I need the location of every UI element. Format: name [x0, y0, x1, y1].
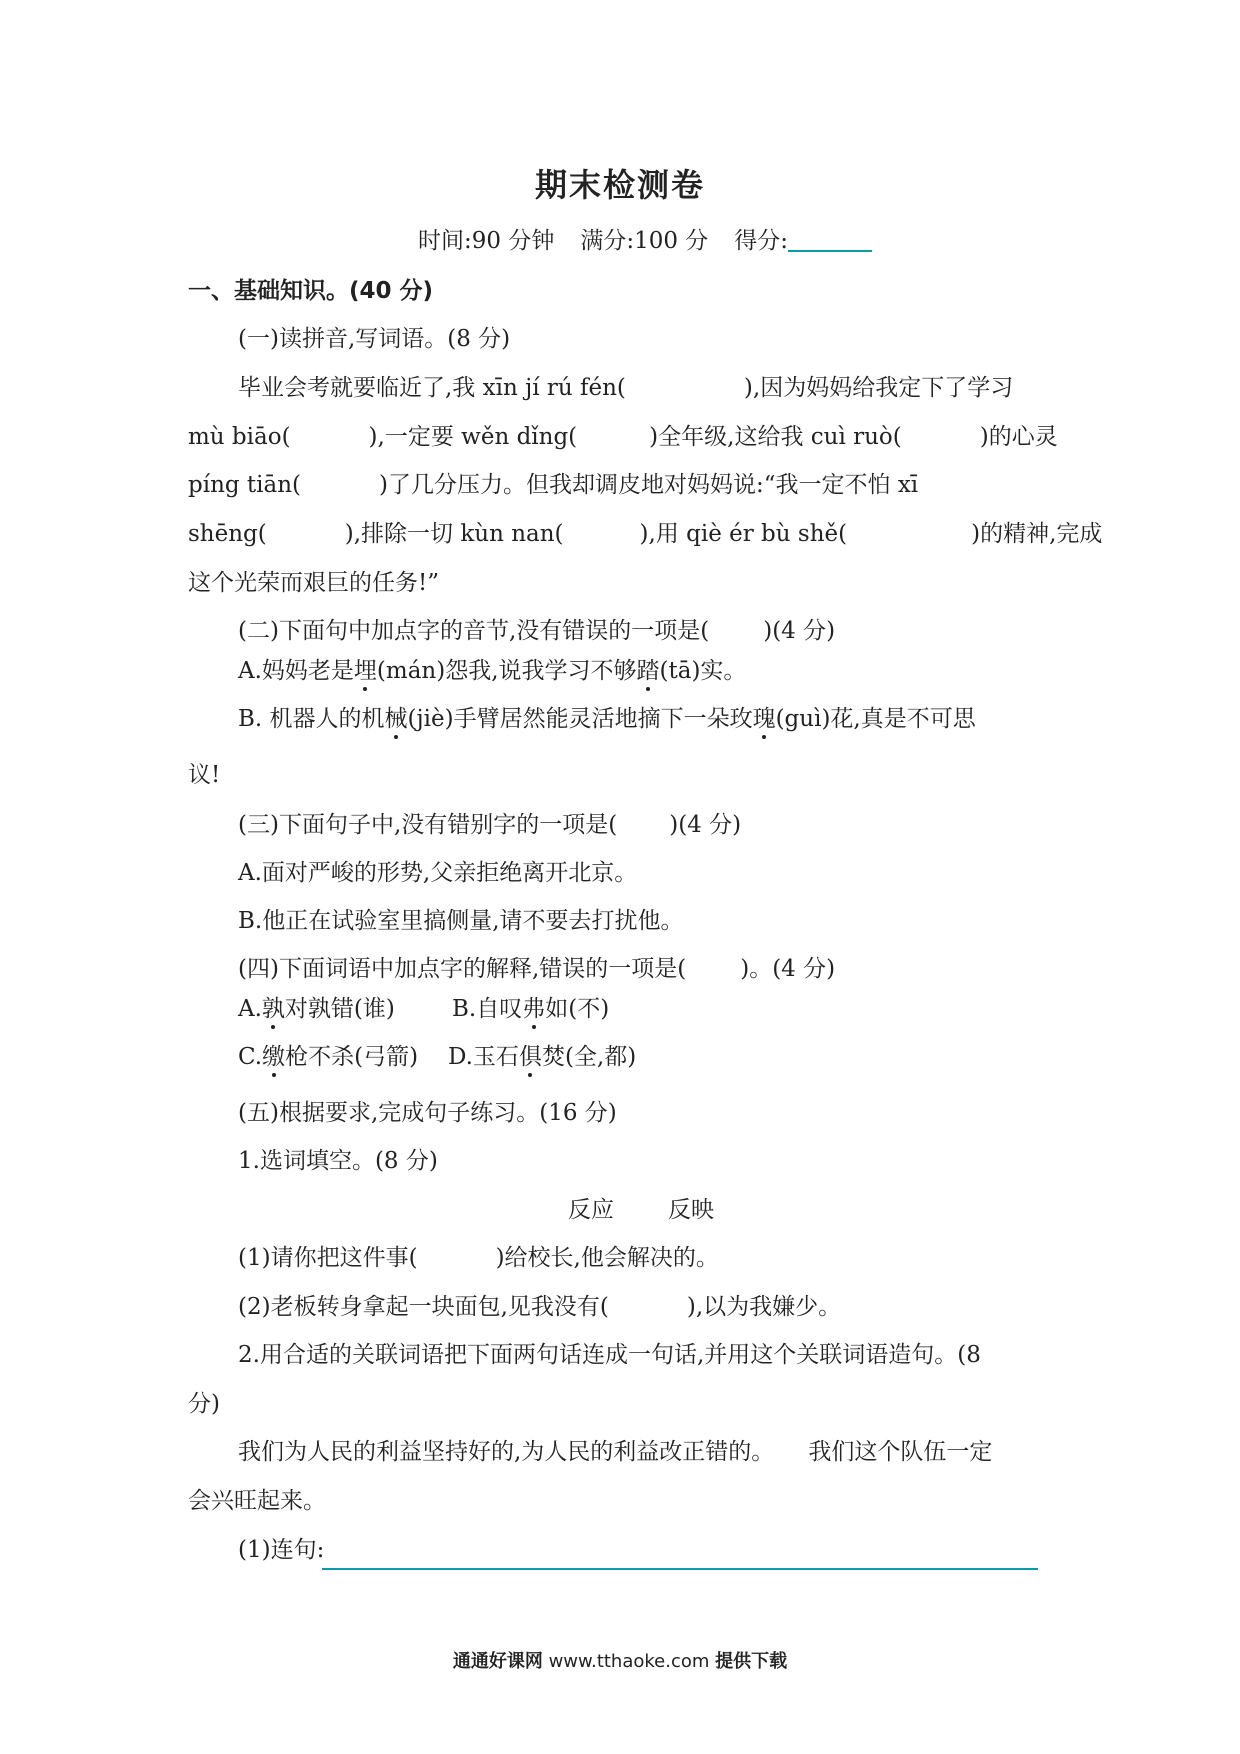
q1-line-4	[188, 519, 1102, 549]
text: )给校长,他会解决的。	[495, 1245, 719, 1271]
footer-tail: 提供下载	[715, 1651, 788, 1672]
q5-sub2-cont: 分)	[188, 1391, 220, 1417]
text: (2)老板转身拿起一块面包,见我没有(	[238, 1294, 609, 1320]
text: (三)下面句子中,没有错别字的一项是(	[238, 812, 618, 838]
dotted-char: 埋	[353, 658, 377, 684]
text: ),以为我嫌少。	[686, 1294, 842, 1320]
q4-option-c[interactable]	[238, 1042, 418, 1072]
q2-option-b-cont: 议!	[188, 762, 221, 788]
q5-sub1: 1.选词填空。(8 分)	[238, 1148, 438, 1174]
text: )(4 分)	[669, 812, 742, 838]
text: )的心灵	[979, 424, 1058, 450]
q1-line-1	[238, 373, 1013, 403]
join-sentence-label: (1)连句:	[238, 1537, 325, 1563]
text: B. 机器人的机	[238, 706, 385, 732]
text: ),用 qiè ér bù shě(	[639, 521, 848, 547]
q2-option-b[interactable]	[238, 704, 976, 734]
q2-option-a[interactable]	[238, 656, 746, 686]
exam-meta	[418, 226, 872, 256]
text: 焚(全,都)	[541, 1044, 637, 1070]
dotted-char: 孰	[261, 996, 285, 1022]
score-blank[interactable]	[788, 226, 872, 252]
score-label: 得分:	[734, 228, 789, 254]
q5-sentence-1	[238, 1243, 719, 1273]
text: )了几分压力。但我却调皮地对妈妈说:“我一定不怕 xī	[379, 472, 919, 498]
text: (mán)怨我,说我学习不够	[376, 658, 637, 684]
text: D.玉石	[448, 1044, 519, 1070]
dotted-char: 弗	[522, 996, 546, 1022]
text: (1)请你把这件事(	[238, 1245, 418, 1271]
exam-full-score: 满分:100 分	[580, 228, 709, 254]
text: 毕业会考就要临近了,我 xīn jí rú fén(	[238, 375, 626, 401]
text: 枪不杀(弓箭)	[285, 1044, 419, 1070]
dotted-char: 俱	[518, 1044, 542, 1070]
text: A.	[238, 996, 262, 1022]
text: (tā)实。	[659, 658, 747, 684]
text: C.	[238, 1044, 263, 1070]
q5-heading: (五)根据要求,完成句子练习。(16 分)	[238, 1100, 617, 1126]
word-choice-1: 反应	[568, 1197, 614, 1223]
text: ),一定要 wěn dǐng(	[368, 424, 578, 450]
q5-sub2: 2.用合适的关联词语把下面两句话连成一句话,并用这个关联词语造句。(8	[238, 1342, 981, 1368]
text: (四)下面词语中加点字的解释,错误的一项是(	[238, 956, 687, 982]
dotted-char: 缴	[262, 1044, 286, 1070]
q4-heading	[238, 954, 835, 984]
text: )(4 分)	[763, 618, 836, 644]
text: (jiè)手臂居然能灵活地摘下一朵玫	[407, 706, 753, 732]
dotted-char: 瑰	[752, 706, 776, 732]
q4-option-b[interactable]	[452, 994, 609, 1024]
text: ),排除一切 kùn nan(	[344, 521, 564, 547]
q1-line-3	[188, 470, 918, 500]
q1-line-5: 这个光荣而艰巨的任务!”	[188, 570, 440, 596]
q5-sentences	[238, 1437, 992, 1467]
text: (二)下面句中加点字的音节,没有错误的一项是(	[238, 618, 710, 644]
q5-sentences-cont: 会兴旺起来。	[188, 1488, 326, 1514]
text: 对孰错(谁)	[284, 996, 395, 1022]
text: )。(4 分)	[740, 956, 836, 982]
section-heading: 一、基础知识。(40 分)	[188, 278, 434, 304]
text: shēng(	[188, 521, 267, 547]
q4-option-a[interactable]	[238, 994, 395, 1024]
q1-heading: (一)读拼音,写词语。(8 分)	[238, 326, 511, 352]
text: ),因为妈妈给我定下了学习	[743, 375, 1014, 401]
dotted-char: 踏	[636, 658, 660, 684]
text: 我们为人民的利益坚持好的,为人民的利益改正错的。	[238, 1439, 775, 1465]
footer-brand: 通通好课网	[452, 1651, 543, 1672]
q4-option-d[interactable]	[448, 1042, 636, 1072]
page-footer	[0, 1647, 1240, 1673]
footer-url[interactable]: www.tthaoke.com	[548, 1651, 710, 1672]
text: A.妈妈老是	[238, 658, 354, 684]
text: (guì)花,真是不可思	[775, 706, 976, 732]
join-sentence-answer-line[interactable]	[322, 1568, 1038, 1570]
exam-time: 时间:90 分钟	[418, 228, 555, 254]
q3-heading	[238, 810, 741, 840]
q2-heading	[238, 616, 835, 646]
text: 如(不)	[545, 996, 610, 1022]
text: B.自叹	[452, 996, 523, 1022]
text: 我们这个队伍一定	[808, 1439, 993, 1465]
q3-option-b[interactable]: B.他正在试验室里搞侧量,请不要去打扰他。	[238, 908, 684, 934]
text: )全年级,这给我 cuì ruò(	[649, 424, 902, 450]
dotted-char: 械	[384, 706, 408, 732]
text: mù biāo(	[188, 424, 291, 450]
text: )的精神,完成	[971, 521, 1103, 547]
q3-option-a[interactable]: A.面对严峻的形势,父亲拒绝离开北京。	[238, 860, 638, 886]
word-choice-2: 反映	[668, 1197, 714, 1223]
q1-line-2	[188, 422, 1058, 452]
page-title: 期末检测卷	[534, 166, 705, 204]
q5-sentence-2	[238, 1292, 841, 1322]
text: píng tiān(	[188, 472, 302, 498]
